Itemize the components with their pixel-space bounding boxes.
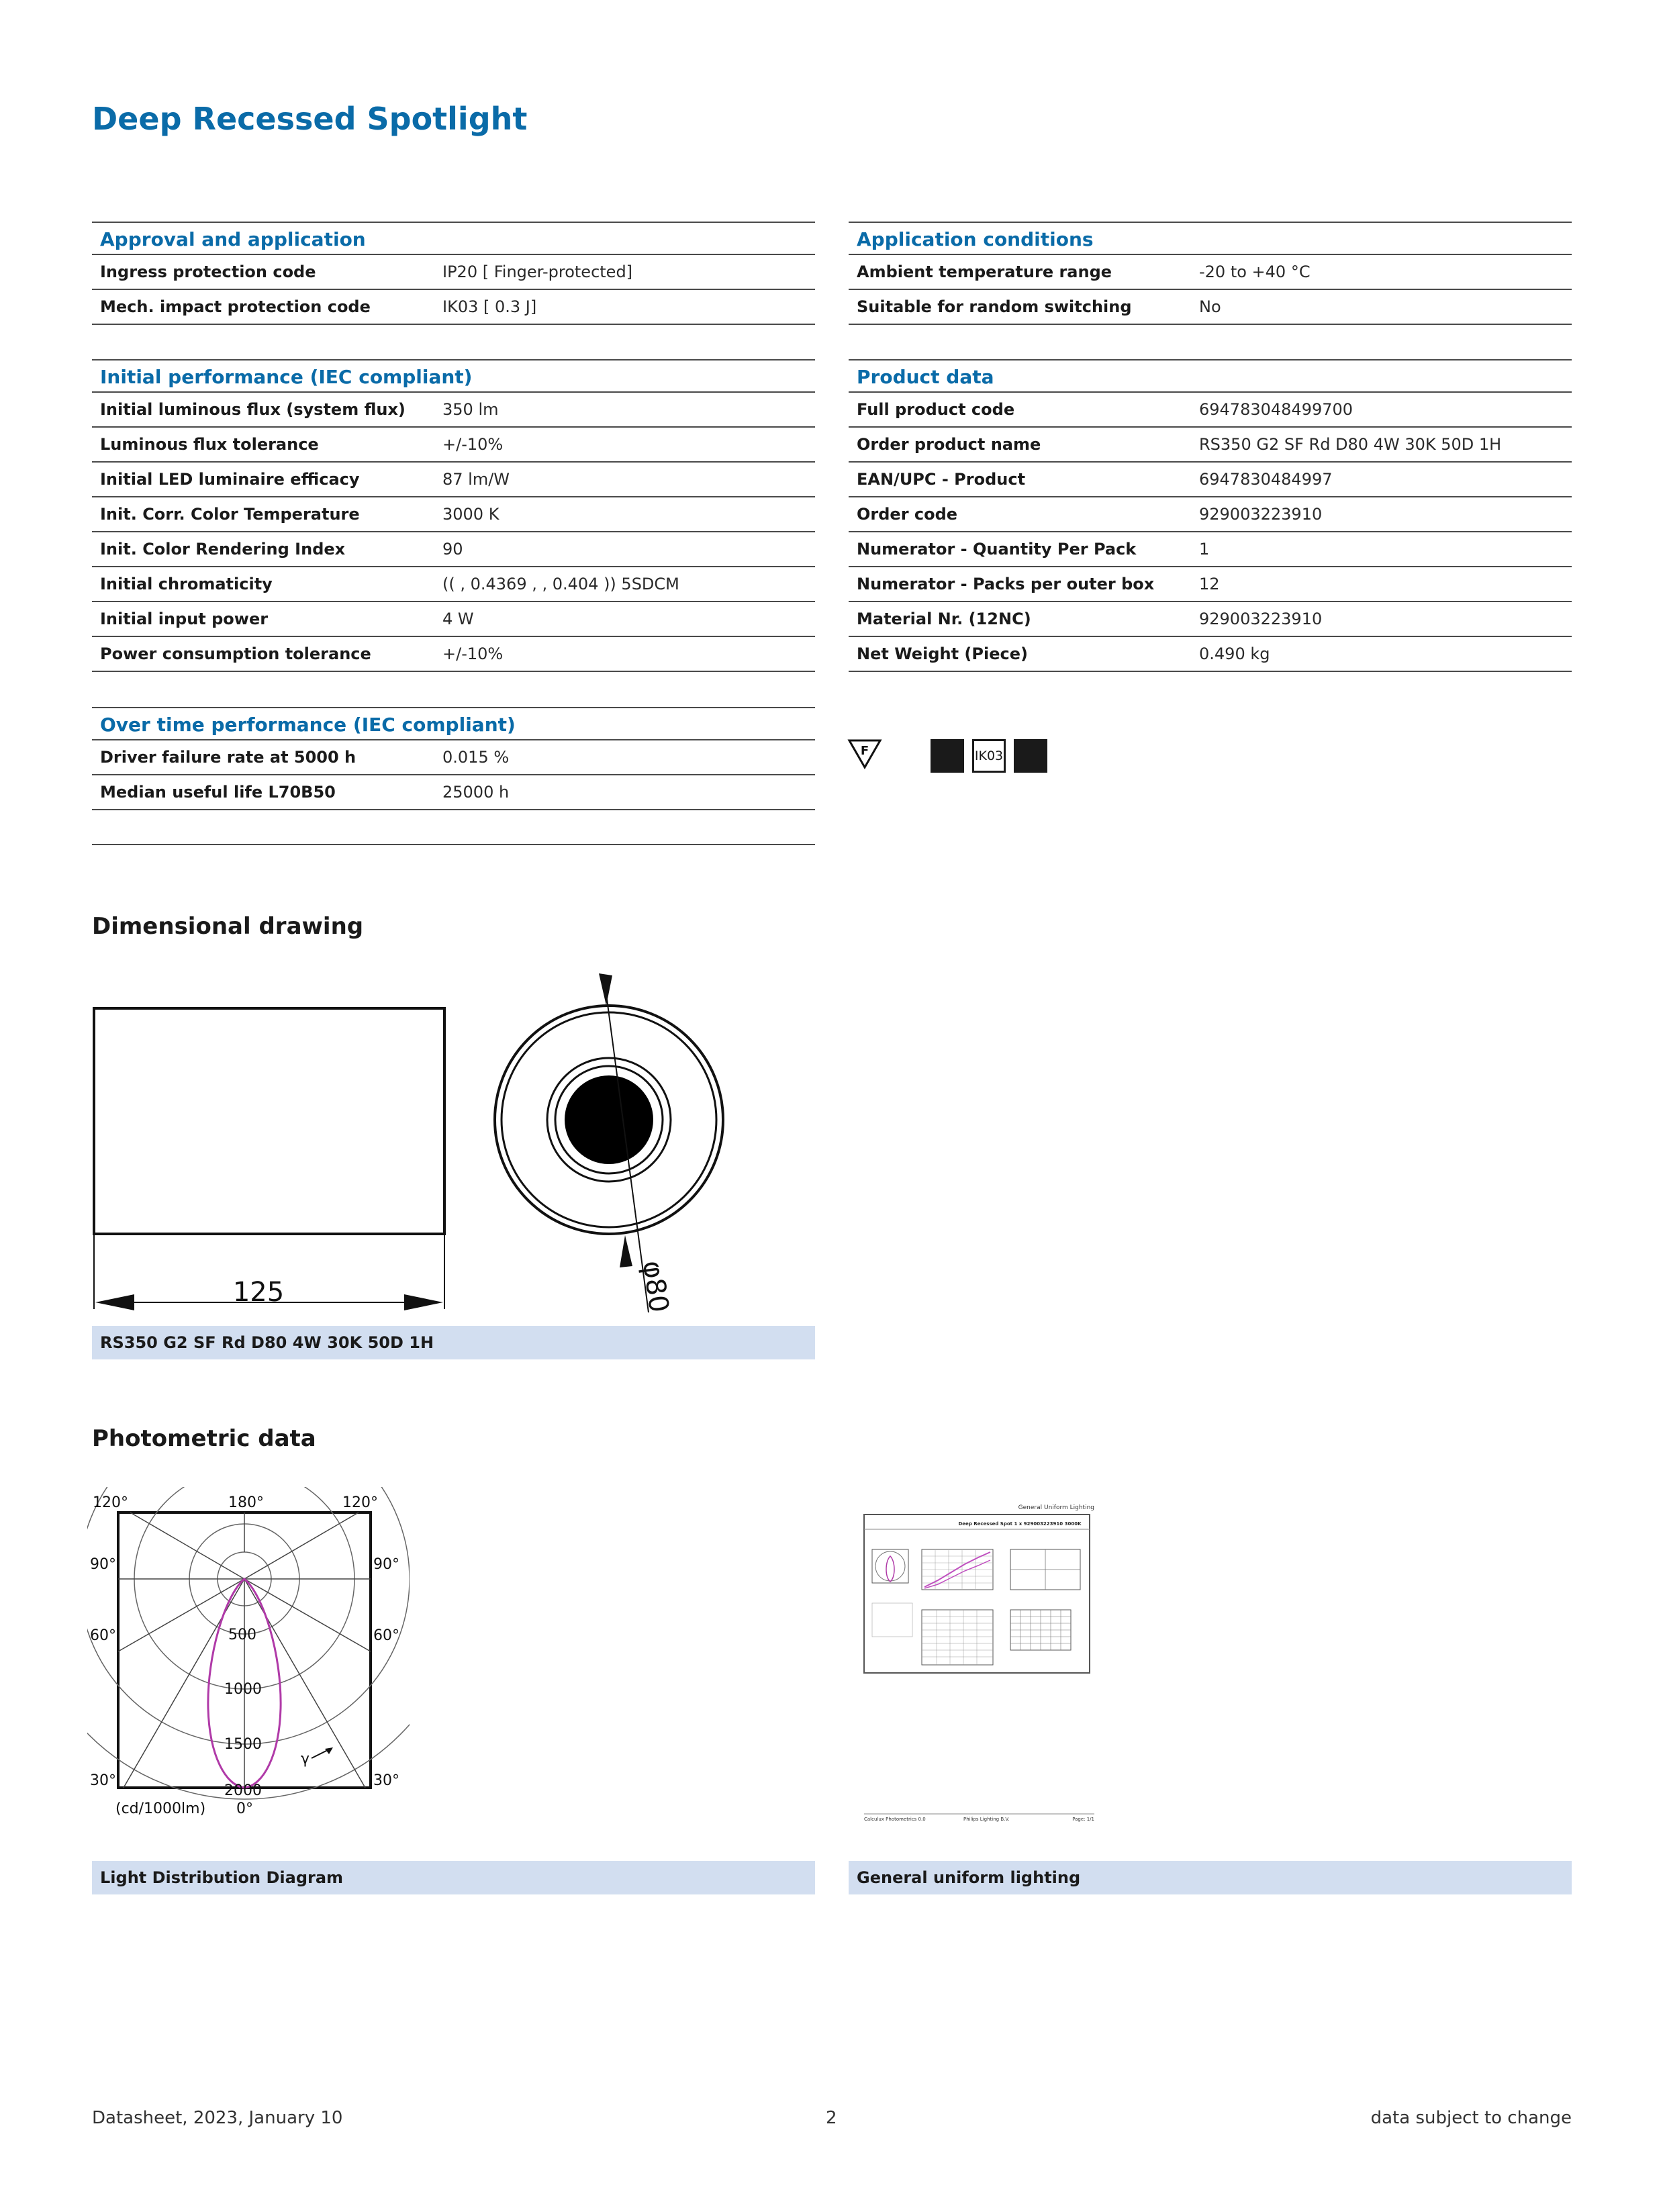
certification-block-icon xyxy=(931,739,964,773)
row-label: Suitable for random switching xyxy=(857,297,1132,316)
row-label: Initial luminous flux (system flux) xyxy=(100,400,406,419)
table-row xyxy=(92,428,815,463)
arrow-left-icon xyxy=(95,1294,134,1310)
angle-label-left-30: 30° xyxy=(90,1772,116,1789)
table-row xyxy=(849,428,1572,463)
arrow-right-icon xyxy=(404,1294,443,1310)
table-row xyxy=(849,255,1572,290)
initial-performance-heading: Initial performance (IEC compliant) xyxy=(92,359,815,393)
application-conditions-table xyxy=(849,222,1572,325)
gamma-label: γ xyxy=(301,1751,310,1768)
angle-label-left-90: 90° xyxy=(90,1556,116,1573)
dimensional-drawing-heading: Dimensional drawing xyxy=(92,913,364,940)
row-label: Initial LED luminaire efficacy xyxy=(100,470,360,489)
table-row xyxy=(92,740,815,775)
row-label: Ingress protection code xyxy=(100,262,316,281)
row-value: 90 xyxy=(442,540,463,559)
row-label: Numerator - Packs per outer box xyxy=(857,575,1155,593)
row-value: +/-10% xyxy=(442,435,504,454)
row-value: IK03 [ 0.3 J] xyxy=(442,297,537,316)
application-conditions-heading: Application conditions xyxy=(849,222,1572,255)
table-row xyxy=(92,255,815,290)
row-value: No xyxy=(1199,297,1221,316)
angle-label-top-left: 120° xyxy=(93,1494,128,1511)
table-row xyxy=(849,567,1572,602)
row-value: (( , 0.4369 , , 0.404 )) 5SDCM xyxy=(442,575,679,593)
radial-label-1000: 1000 xyxy=(224,1681,262,1698)
row-label: Net Weight (Piece) xyxy=(857,644,1028,663)
photometric-heading: Photometric data xyxy=(92,1425,316,1452)
product-data-table xyxy=(849,359,1572,672)
row-label: Order product name xyxy=(857,435,1041,454)
table-end-rule xyxy=(92,810,815,845)
arrow-down-icon xyxy=(599,973,612,1006)
row-value: 25000 h xyxy=(442,783,510,802)
radial-label-500: 500 xyxy=(228,1627,256,1643)
table-row xyxy=(92,637,815,672)
row-label: Init. Color Rendering Index xyxy=(100,540,346,559)
general-uniform-lighting-caption: General uniform lighting xyxy=(849,1861,1572,1894)
footer-disclaimer: data subject to change xyxy=(1370,2108,1572,2128)
table-row xyxy=(92,463,815,497)
row-label: Material Nr. (12NC) xyxy=(857,610,1031,628)
row-label: Initial input power xyxy=(100,610,269,628)
row-value: 87 lm/W xyxy=(442,470,510,489)
approval-table xyxy=(92,222,815,325)
row-value: 6947830484997 xyxy=(1199,470,1333,489)
table-row xyxy=(92,567,815,602)
general-uniform-lighting-thumbnail xyxy=(863,1502,1098,1825)
arrow-up-icon xyxy=(620,1235,632,1267)
table-row xyxy=(849,463,1572,497)
light-distribution-diagram xyxy=(87,1487,410,1836)
approval-heading: Approval and application xyxy=(92,222,815,255)
thumb-header: General Uniform Lighting xyxy=(1018,1504,1094,1511)
table-row xyxy=(92,775,815,810)
angle-label-right-90: 90° xyxy=(373,1556,399,1573)
side-view-outline xyxy=(94,1008,444,1234)
row-label: Median useful life L70B50 xyxy=(100,783,336,802)
row-label: Init. Corr. Color Temperature xyxy=(100,505,360,524)
table-row xyxy=(849,290,1572,325)
table-row xyxy=(92,497,815,532)
width-label: 125 xyxy=(232,1277,285,1308)
dimensional-caption: RS350 G2 SF Rd D80 4W 30K 50D 1H xyxy=(92,1326,815,1359)
row-label: Initial chromaticity xyxy=(100,575,273,593)
front-view-lens xyxy=(565,1075,653,1164)
thumb-footer-left: Calculux Photometrics 0.0 xyxy=(864,1817,926,1822)
row-value: 929003223910 xyxy=(1199,610,1323,628)
row-label: EAN/UPC - Product xyxy=(857,470,1026,489)
product-data-heading: Product data xyxy=(849,359,1572,393)
table-row xyxy=(92,393,815,428)
thumb-footer-mid: Philips Lighting B.V. xyxy=(963,1817,1010,1822)
row-label: Numerator - Quantity Per Pack xyxy=(857,540,1137,559)
table-row xyxy=(849,602,1572,637)
row-value: 3000 K xyxy=(442,505,500,524)
angle-label-right-60: 60° xyxy=(373,1627,399,1644)
polar-unit-label: (cd/1000lm) xyxy=(115,1800,206,1817)
row-label: Mech. impact protection code xyxy=(100,297,371,316)
row-label: Ambient temperature range xyxy=(857,262,1112,281)
row-value: +/-10% xyxy=(442,644,504,663)
row-label: Order code xyxy=(857,505,958,524)
row-value: 0.015 % xyxy=(442,748,510,767)
angle-label-right-30: 30° xyxy=(373,1772,399,1789)
row-label: Driver failure rate at 5000 h xyxy=(100,748,356,767)
diameter-label: φ80 xyxy=(636,1258,675,1314)
angle-label-top-center: 180° xyxy=(228,1494,264,1511)
row-value: 929003223910 xyxy=(1199,505,1323,524)
table-row xyxy=(92,602,815,637)
thumb-subtitle: Deep Recessed Spot 1 x 929003223910 3000K xyxy=(958,1521,1082,1527)
over-time-heading: Over time performance (IEC compliant) xyxy=(92,707,815,740)
row-label: Full product code xyxy=(857,400,1015,419)
light-distribution-caption: Light Distribution Diagram xyxy=(92,1861,815,1894)
initial-performance-table xyxy=(92,359,815,672)
ik03-mark-icon: IK03 xyxy=(972,739,1006,773)
table-row xyxy=(849,393,1572,428)
row-value: IP20 [ Finger-protected] xyxy=(442,262,633,281)
f-mark-icon xyxy=(847,738,882,769)
table-row xyxy=(849,637,1572,672)
row-value: 1 xyxy=(1199,540,1210,559)
page-title: Deep Recessed Spotlight xyxy=(92,101,528,137)
angle-label-left-60: 60° xyxy=(90,1627,116,1644)
thumb-footer-right: Page: 1/1 xyxy=(1072,1817,1094,1822)
footer-date: Datasheet, 2023, January 10 xyxy=(92,2108,343,2128)
over-time-table xyxy=(92,707,815,845)
table-row xyxy=(849,532,1572,567)
row-value: RS350 G2 SF Rd D80 4W 30K 50D 1H xyxy=(1199,435,1502,454)
row-value: 350 lm xyxy=(442,400,499,419)
angle-label-bottom: 0° xyxy=(236,1800,253,1817)
table-row xyxy=(92,532,815,567)
certification-block-icon-2 xyxy=(1014,739,1047,773)
angle-label-top-right: 120° xyxy=(342,1494,378,1511)
table-row xyxy=(92,290,815,325)
row-value: 12 xyxy=(1199,575,1220,593)
row-value: 0.490 kg xyxy=(1199,644,1270,663)
row-value: 694783048499700 xyxy=(1199,400,1353,419)
radial-label-1500: 1500 xyxy=(224,1736,262,1753)
page-number: 2 xyxy=(826,2108,837,2128)
f-mark-text: F xyxy=(860,744,869,758)
dimensional-drawing xyxy=(87,973,759,1323)
radial-label-2000: 2000 xyxy=(224,1782,262,1799)
table-row xyxy=(849,497,1572,532)
row-label: Power consumption tolerance xyxy=(100,644,371,663)
row-label: Luminous flux tolerance xyxy=(100,435,319,454)
row-value: -20 to +40 °C xyxy=(1199,262,1311,281)
row-value: 4 W xyxy=(442,610,474,628)
